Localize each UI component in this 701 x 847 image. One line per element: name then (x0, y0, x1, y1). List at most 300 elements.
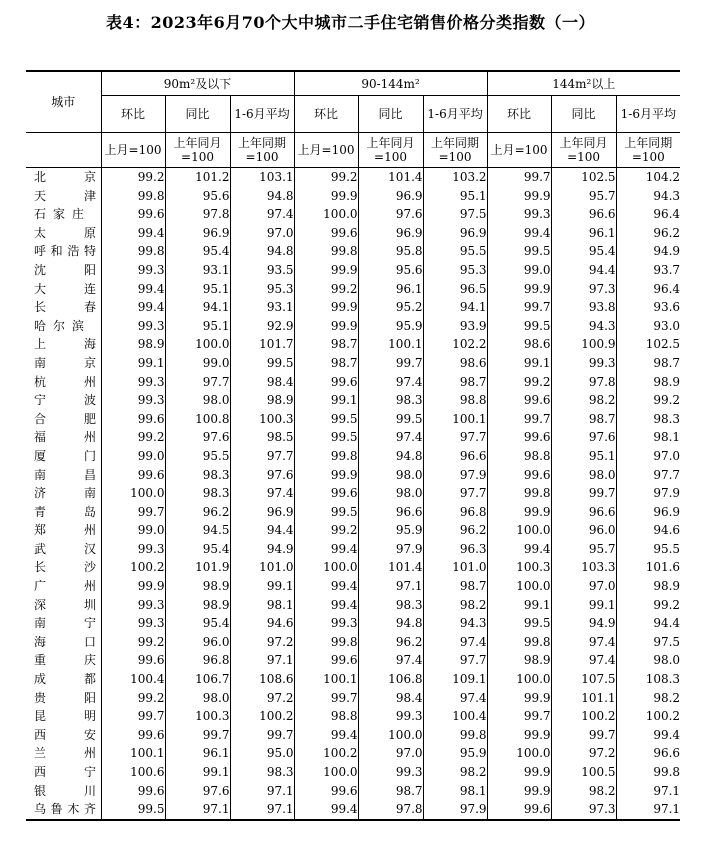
city-name: 青岛 (34, 504, 96, 519)
city-cell (26, 763, 101, 782)
index-value-cell: 98.9 (616, 373, 680, 392)
index-value-cell: 98.0 (165, 391, 230, 410)
index-value-cell: 96.1 (165, 744, 230, 763)
index-value-cell: 99.4 (101, 224, 165, 243)
index-value-cell: 97.4 (358, 373, 423, 392)
city-name: 石家庄 (34, 207, 84, 222)
index-value-cell: 96.9 (165, 224, 230, 243)
index-value-cell: 106.7 (165, 670, 230, 689)
index-value-cell: 100.3 (487, 558, 551, 577)
index-value-cell: 100.0 (487, 577, 551, 596)
city-name: 大连 (34, 281, 96, 296)
index-value-cell: 99.6 (101, 782, 165, 801)
index-value-cell: 100.0 (165, 335, 230, 354)
index-value-cell: 100.3 (165, 707, 230, 726)
index-value-cell: 97.2 (230, 633, 294, 652)
index-value-cell: 100.0 (487, 521, 551, 540)
index-value-cell: 99.4 (294, 577, 358, 596)
index-value-cell: 97.1 (616, 782, 680, 801)
index-value-cell: 96.4 (616, 280, 680, 299)
index-value-cell: 99.9 (294, 261, 358, 280)
city-cell (26, 242, 101, 261)
index-value-cell: 99.7 (230, 726, 294, 745)
index-value-cell: 97.4 (423, 633, 487, 652)
index-value-cell: 93.7 (616, 261, 680, 280)
index-value-cell: 99.6 (487, 466, 551, 485)
index-value-cell: 99.2 (294, 521, 358, 540)
index-value-cell: 99.4 (616, 726, 680, 745)
city-name: 南昌 (34, 467, 96, 482)
city-cell (26, 280, 101, 299)
index-value-cell: 99.2 (101, 428, 165, 447)
index-value-cell: 100.4 (423, 707, 487, 726)
table-row (26, 410, 680, 429)
city-cell (26, 410, 101, 429)
index-value-cell: 98.9 (616, 577, 680, 596)
base-mom: 上月=100 (294, 133, 358, 168)
index-value-cell: 97.6 (230, 466, 294, 485)
index-value-cell: 94.8 (358, 447, 423, 466)
city-name: 福州 (34, 430, 96, 445)
index-value-cell: 97.6 (358, 205, 423, 224)
index-value-cell: 97.4 (358, 428, 423, 447)
city-cell (26, 317, 101, 336)
index-value-cell: 99.0 (101, 521, 165, 540)
index-value-cell: 99.6 (101, 726, 165, 745)
index-value-cell: 99.8 (294, 633, 358, 652)
index-value-cell: 99.4 (487, 224, 551, 243)
city-name: 昆明 (34, 709, 96, 724)
index-value-cell: 97.2 (230, 689, 294, 708)
index-value-cell: 98.9 (230, 391, 294, 410)
index-value-cell: 99.8 (101, 242, 165, 261)
index-value-cell: 99.7 (165, 726, 230, 745)
index-value-cell: 99.9 (487, 280, 551, 299)
index-value-cell: 98.7 (294, 354, 358, 373)
index-value-cell: 96.0 (551, 521, 616, 540)
city-name: 兰州 (34, 746, 96, 761)
index-value-cell: 98.0 (551, 466, 616, 485)
index-value-cell: 100.2 (551, 707, 616, 726)
city-name: 沈阳 (34, 262, 96, 277)
index-value-cell: 97.9 (423, 800, 487, 820)
index-value-cell: 94.6 (616, 521, 680, 540)
city-name: 南京 (34, 355, 96, 370)
index-value-cell: 94.3 (423, 614, 487, 633)
index-value-cell: 94.3 (551, 317, 616, 336)
index-value-cell: 96.2 (423, 521, 487, 540)
index-value-cell: 94.9 (616, 242, 680, 261)
index-value-cell: 101.4 (358, 558, 423, 577)
index-value-cell: 99.7 (551, 726, 616, 745)
index-value-cell: 99.2 (101, 689, 165, 708)
table-row (26, 726, 680, 745)
base-avg: 上年同期=100 (423, 133, 487, 168)
index-value-cell: 95.3 (230, 280, 294, 299)
index-value-cell: 98.0 (165, 689, 230, 708)
index-value-cell: 99.3 (101, 540, 165, 559)
table-header (26, 71, 680, 168)
index-value-cell: 99.5 (230, 354, 294, 373)
index-value-cell: 103.1 (230, 168, 294, 187)
index-value-cell: 97.1 (616, 800, 680, 820)
index-value-cell: 96.2 (358, 633, 423, 652)
index-value-cell: 100.4 (101, 670, 165, 689)
index-value-cell: 94.8 (230, 187, 294, 206)
index-value-cell: 99.3 (358, 707, 423, 726)
index-value-cell: 97.7 (616, 466, 680, 485)
table-row (26, 558, 680, 577)
index-value-cell: 99.5 (358, 410, 423, 429)
index-value-cell: 93.1 (230, 298, 294, 317)
table-row (26, 633, 680, 652)
index-value-cell: 94.1 (165, 298, 230, 317)
index-value-cell: 102.5 (551, 168, 616, 187)
city-name: 北京 (34, 170, 96, 184)
index-value-cell: 95.5 (165, 447, 230, 466)
index-value-cell: 99.9 (487, 187, 551, 206)
city-name: 长春 (34, 300, 96, 315)
index-value-cell: 94.1 (423, 298, 487, 317)
index-value-cell: 100.0 (294, 205, 358, 224)
city-name: 杭州 (34, 374, 96, 389)
index-value-cell: 99.9 (487, 782, 551, 801)
city-cell (26, 596, 101, 615)
index-value-cell: 95.3 (423, 261, 487, 280)
index-value-cell: 99.3 (487, 205, 551, 224)
index-value-cell: 97.8 (551, 373, 616, 392)
index-value-cell: 99.3 (358, 763, 423, 782)
index-value-cell: 98.0 (358, 466, 423, 485)
index-value-cell: 98.1 (423, 782, 487, 801)
index-value-cell: 99.7 (487, 298, 551, 317)
index-value-cell: 99.7 (101, 707, 165, 726)
index-value-cell: 97.4 (230, 205, 294, 224)
index-value-cell: 95.9 (358, 317, 423, 336)
city-name: 海口 (34, 634, 96, 649)
index-value-cell: 99.3 (101, 596, 165, 615)
index-value-cell: 99.7 (294, 689, 358, 708)
index-value-cell: 99.5 (487, 614, 551, 633)
index-value-cell: 96.6 (551, 205, 616, 224)
index-value-cell: 100.2 (616, 707, 680, 726)
index-value-cell: 93.1 (165, 261, 230, 280)
base-avg: 上年同期=100 (616, 133, 680, 168)
index-value-cell: 99.8 (423, 726, 487, 745)
index-value-cell: 97.0 (616, 447, 680, 466)
index-value-cell: 100.8 (165, 410, 230, 429)
index-value-cell: 100.1 (423, 410, 487, 429)
index-value-cell: 97.1 (230, 782, 294, 801)
city-name: 成都 (34, 672, 96, 687)
base-yoy: 上年同月=100 (358, 133, 423, 168)
table-row (26, 335, 680, 354)
table-row (26, 614, 680, 633)
city-name: 深圳 (34, 597, 96, 612)
index-value-cell: 99.3 (551, 354, 616, 373)
index-value-cell: 99.6 (101, 466, 165, 485)
city-cell (26, 428, 101, 447)
index-value-cell: 99.4 (294, 800, 358, 820)
table-row (26, 577, 680, 596)
table-row (26, 187, 680, 206)
index-value-cell: 99.2 (294, 280, 358, 299)
index-value-cell: 97.3 (551, 280, 616, 299)
city-cell (26, 540, 101, 559)
index-value-cell: 99.0 (487, 261, 551, 280)
index-value-cell: 96.6 (423, 447, 487, 466)
price-index-table (26, 70, 680, 821)
index-value-cell: 100.6 (101, 763, 165, 782)
city-cell (26, 447, 101, 466)
index-value-cell: 99.9 (487, 503, 551, 522)
index-value-cell: 98.7 (294, 335, 358, 354)
index-value-cell: 98.5 (230, 428, 294, 447)
index-value-cell: 99.3 (101, 614, 165, 633)
index-value-cell: 95.5 (616, 540, 680, 559)
index-value-cell: 100.2 (294, 744, 358, 763)
index-value-cell: 98.2 (423, 596, 487, 615)
city-name: 乌鲁木齐 (34, 802, 96, 817)
index-value-cell: 109.1 (423, 670, 487, 689)
city-cell (26, 373, 101, 392)
table-row (26, 521, 680, 540)
index-value-cell: 94.4 (551, 261, 616, 280)
index-value-cell: 98.7 (551, 410, 616, 429)
index-value-cell: 99.6 (294, 224, 358, 243)
index-value-cell: 96.9 (358, 187, 423, 206)
index-value-cell: 98.8 (423, 391, 487, 410)
table-row (26, 689, 680, 708)
city-cell (26, 726, 101, 745)
index-value-cell: 96.8 (423, 503, 487, 522)
index-value-cell: 98.3 (165, 466, 230, 485)
index-value-cell: 99.2 (294, 168, 358, 187)
index-value-cell: 97.5 (423, 205, 487, 224)
index-value-cell: 99.9 (487, 726, 551, 745)
index-value-cell: 99.6 (487, 391, 551, 410)
index-value-cell: 95.4 (165, 242, 230, 261)
index-value-cell: 97.2 (551, 744, 616, 763)
index-value-cell: 99.6 (101, 205, 165, 224)
index-value-cell: 96.0 (165, 633, 230, 652)
index-value-cell: 99.5 (294, 503, 358, 522)
index-value-cell: 98.1 (230, 596, 294, 615)
index-value-cell: 99.3 (101, 391, 165, 410)
index-value-cell: 97.8 (165, 205, 230, 224)
index-value-cell: 108.3 (616, 670, 680, 689)
index-value-cell: 100.0 (358, 726, 423, 745)
index-value-cell: 101.2 (165, 168, 230, 187)
index-value-cell: 98.6 (487, 335, 551, 354)
table-row (26, 317, 680, 336)
index-value-cell: 100.9 (551, 335, 616, 354)
city-column-header: 城市 (26, 71, 101, 133)
index-value-cell: 97.4 (551, 651, 616, 670)
city-name: 合肥 (34, 411, 96, 426)
index-value-cell: 99.5 (294, 410, 358, 429)
index-value-cell: 95.1 (165, 280, 230, 299)
table-row (26, 800, 680, 820)
index-value-cell: 96.9 (358, 224, 423, 243)
city-name: 银川 (34, 783, 96, 798)
index-value-cell: 99.8 (616, 763, 680, 782)
city-cell (26, 707, 101, 726)
index-value-cell: 99.4 (294, 726, 358, 745)
city-cell (26, 298, 101, 317)
table-row (26, 354, 680, 373)
index-value-cell: 95.4 (165, 540, 230, 559)
index-value-cell: 99.5 (294, 428, 358, 447)
index-value-cell: 94.4 (616, 614, 680, 633)
index-value-cell: 97.8 (358, 800, 423, 820)
index-value-cell: 100.1 (358, 335, 423, 354)
index-value-cell: 99.8 (487, 484, 551, 503)
index-value-cell: 94.8 (230, 242, 294, 261)
index-value-cell: 101.0 (423, 558, 487, 577)
table-row (26, 707, 680, 726)
index-value-cell: 99.2 (616, 391, 680, 410)
city-cell (26, 391, 101, 410)
table-row (26, 447, 680, 466)
index-value-cell: 97.4 (423, 689, 487, 708)
index-value-cell: 98.0 (616, 651, 680, 670)
index-value-cell: 96.2 (616, 224, 680, 243)
subheader-yoy: 同比 (165, 96, 230, 133)
index-value-cell: 95.6 (358, 261, 423, 280)
index-value-cell: 96.8 (165, 651, 230, 670)
index-value-cell: 97.0 (358, 744, 423, 763)
index-value-cell: 98.7 (358, 782, 423, 801)
city-cell (26, 800, 101, 820)
index-value-cell: 101.1 (551, 689, 616, 708)
index-value-cell: 99.4 (101, 298, 165, 317)
index-value-cell: 98.2 (423, 763, 487, 782)
index-value-cell: 97.7 (423, 428, 487, 447)
index-value-cell: 95.5 (423, 242, 487, 261)
index-value-cell: 95.2 (358, 298, 423, 317)
index-value-cell: 99.1 (487, 354, 551, 373)
subheader-mom: 环比 (294, 96, 358, 133)
table-row (26, 782, 680, 801)
index-value-cell: 96.9 (423, 224, 487, 243)
table-row (26, 168, 680, 187)
index-value-cell: 98.8 (487, 447, 551, 466)
index-value-cell: 100.1 (294, 670, 358, 689)
index-value-cell: 100.2 (101, 558, 165, 577)
index-value-cell: 98.3 (230, 763, 294, 782)
index-value-cell: 99.7 (487, 707, 551, 726)
index-value-cell: 98.9 (165, 596, 230, 615)
index-value-cell: 95.7 (551, 540, 616, 559)
index-value-cell: 99.7 (487, 168, 551, 187)
index-value-cell: 102.2 (423, 335, 487, 354)
index-value-cell: 99.3 (101, 317, 165, 336)
index-value-cell: 97.4 (230, 484, 294, 503)
index-value-cell: 99.3 (101, 373, 165, 392)
city-cell (26, 466, 101, 485)
index-value-cell: 98.4 (358, 689, 423, 708)
index-value-cell: 95.8 (358, 242, 423, 261)
index-value-cell: 95.1 (423, 187, 487, 206)
city-name: 重庆 (34, 653, 96, 668)
index-value-cell: 100.0 (294, 558, 358, 577)
city-cell (26, 670, 101, 689)
index-value-cell: 101.4 (358, 168, 423, 187)
index-value-cell: 99.7 (551, 484, 616, 503)
index-value-cell: 98.2 (616, 689, 680, 708)
index-value-cell: 97.9 (423, 466, 487, 485)
header-row-bases (26, 133, 680, 168)
table-row (26, 428, 680, 447)
index-value-cell: 100.0 (487, 744, 551, 763)
index-value-cell: 98.6 (423, 354, 487, 373)
index-value-cell: 99.5 (487, 317, 551, 336)
index-value-cell: 94.3 (616, 187, 680, 206)
index-value-cell: 97.1 (230, 651, 294, 670)
index-value-cell: 95.9 (423, 744, 487, 763)
index-value-cell: 106.8 (358, 670, 423, 689)
index-value-cell: 99.4 (294, 596, 358, 615)
index-value-cell: 99.3 (294, 614, 358, 633)
index-value-cell: 97.6 (165, 782, 230, 801)
table-row (26, 280, 680, 299)
index-value-cell: 94.6 (230, 614, 294, 633)
index-value-cell: 95.9 (358, 521, 423, 540)
subheader-avg: 1-6月平均 (423, 96, 487, 133)
city-cell (26, 521, 101, 540)
table-row (26, 224, 680, 243)
index-value-cell: 100.1 (101, 744, 165, 763)
index-value-cell: 95.0 (230, 744, 294, 763)
city-cell (26, 354, 101, 373)
index-value-cell: 94.9 (230, 540, 294, 559)
table-row (26, 484, 680, 503)
group-header-medium: 90-144m² (294, 71, 487, 96)
city-name: 郑州 (34, 523, 96, 538)
index-value-cell: 104.2 (616, 168, 680, 187)
city-name: 西宁 (34, 765, 96, 779)
index-value-cell: 99.8 (101, 187, 165, 206)
city-name: 济南 (34, 486, 96, 501)
city-cell (26, 651, 101, 670)
index-value-cell: 108.6 (230, 670, 294, 689)
index-value-cell: 97.7 (165, 373, 230, 392)
index-value-cell: 99.2 (487, 373, 551, 392)
city-cell (26, 558, 101, 577)
city-name: 哈尔滨 (34, 318, 84, 333)
city-name: 西安 (34, 727, 96, 742)
subheader-mom: 环比 (487, 96, 551, 133)
city-name: 宁波 (34, 393, 96, 408)
table-row (26, 540, 680, 559)
index-value-cell: 99.9 (487, 689, 551, 708)
index-value-cell: 97.1 (230, 800, 294, 820)
city-cell (26, 633, 101, 652)
city-cell (26, 689, 101, 708)
index-value-cell: 100.5 (551, 763, 616, 782)
city-cell (26, 503, 101, 522)
index-value-cell: 96.1 (551, 224, 616, 243)
index-value-cell: 98.3 (358, 596, 423, 615)
city-name: 天津 (34, 188, 96, 203)
index-value-cell: 99.6 (294, 782, 358, 801)
index-value-cell: 99.8 (294, 242, 358, 261)
index-value-cell: 95.4 (551, 242, 616, 261)
group-header-large: 144m²以上 (487, 71, 680, 96)
index-value-cell: 99.2 (101, 633, 165, 652)
index-value-cell: 103.3 (551, 558, 616, 577)
